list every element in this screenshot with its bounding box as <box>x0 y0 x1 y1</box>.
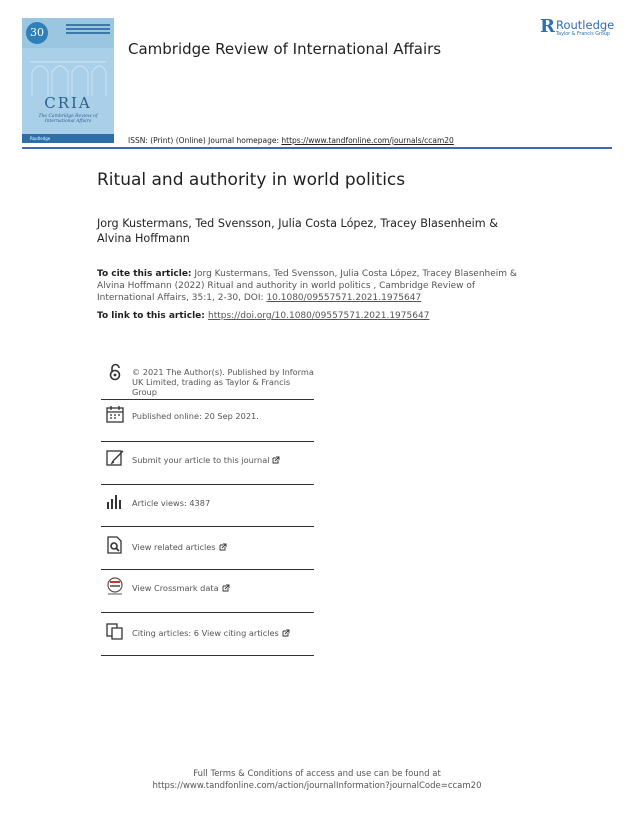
citation-label: To cite this article: <box>97 269 192 279</box>
citation-block <box>97 268 517 304</box>
cover-arches-illustration <box>28 52 108 96</box>
cover-bottom-band: Routledge <box>22 134 114 143</box>
routledge-r-icon: R <box>540 16 555 37</box>
citing-documents-icon <box>105 621 125 641</box>
link-label: To link to this article: <box>97 311 209 321</box>
journal-homepage-link[interactable]: https://www.tandfonline.com/journals/ccam20 <box>281 136 454 145</box>
submit-article-link[interactable]: Submit your article to this journal <box>132 455 270 465</box>
external-link-icon <box>219 543 227 551</box>
published-date: Published online: 20 Sep 2021. <box>132 411 259 421</box>
search-document-icon <box>105 535 125 555</box>
publisher-name: Routledge <box>556 18 615 32</box>
article-link-line <box>97 311 517 321</box>
open-access-icon <box>105 362 125 382</box>
cover-subtitle: The Cambridge Review of International Affairs <box>38 114 98 124</box>
bar-chart-icon <box>105 491 125 511</box>
publisher-logo <box>540 16 618 42</box>
journal-title: Cambridge Review of International Affairs <box>128 40 442 58</box>
terms-line: Full Terms & Conditions of access and use can be found at <box>193 769 441 779</box>
cover-publisher-mark <box>66 24 110 36</box>
crossmark-icon <box>105 576 125 596</box>
panel-divider <box>101 484 314 485</box>
issn-text: ISSN: (Print) (Online) Journal homepage: <box>128 136 282 145</box>
related-articles-link[interactable]: View related articles <box>132 542 216 552</box>
panel-divider <box>101 526 314 527</box>
article-title: Ritual and authority in world politics <box>97 170 406 190</box>
crossmark-link[interactable]: View Crossmark data <box>132 583 219 593</box>
citation-text: Jorg Kustermans, Ted Svensson, Julia Costa López, Tracey Blasenheim & Alvina Hoffmann (2022) Ritual and authority in world politics , Cambridge Review of International Affairs, 35:1, 2-30, DOI: <box>97 269 517 303</box>
issn-line <box>128 136 454 145</box>
panel-divider <box>101 399 314 400</box>
article-authors: Jorg Kustermans, Ted Svensson, Julia Costa López, Tracey Blasenheim & Alvina Hoffmann <box>97 217 498 245</box>
external-link-icon <box>282 629 290 637</box>
license-text: © 2021 The Author(s). Published by Informa UK Limited, trading as Taylor & Francis Group <box>132 367 314 397</box>
panel-divider <box>101 569 314 570</box>
doi-link[interactable]: 10.1080/09557571.2021.1975647 <box>266 293 422 303</box>
external-link-icon <box>222 584 230 592</box>
citing-articles-link[interactable]: Citing articles: 6 View citing articles <box>132 628 279 638</box>
edit-icon <box>105 448 125 468</box>
header-rule <box>22 147 612 149</box>
publisher-tagline: Taylor & Francis Group <box>556 32 610 37</box>
terms-url[interactable]: https://www.tandfonline.com/action/journalInformation?journalCode=ccam20 <box>152 781 482 791</box>
panel-divider <box>101 612 314 613</box>
cover-anniversary-badge: 30 <box>26 22 48 44</box>
cover-title: CRIA <box>44 94 92 112</box>
external-link-icon <box>272 456 280 464</box>
article-doi-url[interactable]: https://doi.org/10.1080/09557571.2021.1975647 <box>208 311 430 321</box>
article-views: Article views: 4387 <box>132 498 211 508</box>
journal-cover <box>22 18 114 143</box>
calendar-icon <box>105 404 125 424</box>
terms-footer <box>0 768 634 792</box>
panel-divider <box>101 441 314 442</box>
article-info-panel <box>101 358 314 658</box>
panel-divider <box>101 655 314 656</box>
